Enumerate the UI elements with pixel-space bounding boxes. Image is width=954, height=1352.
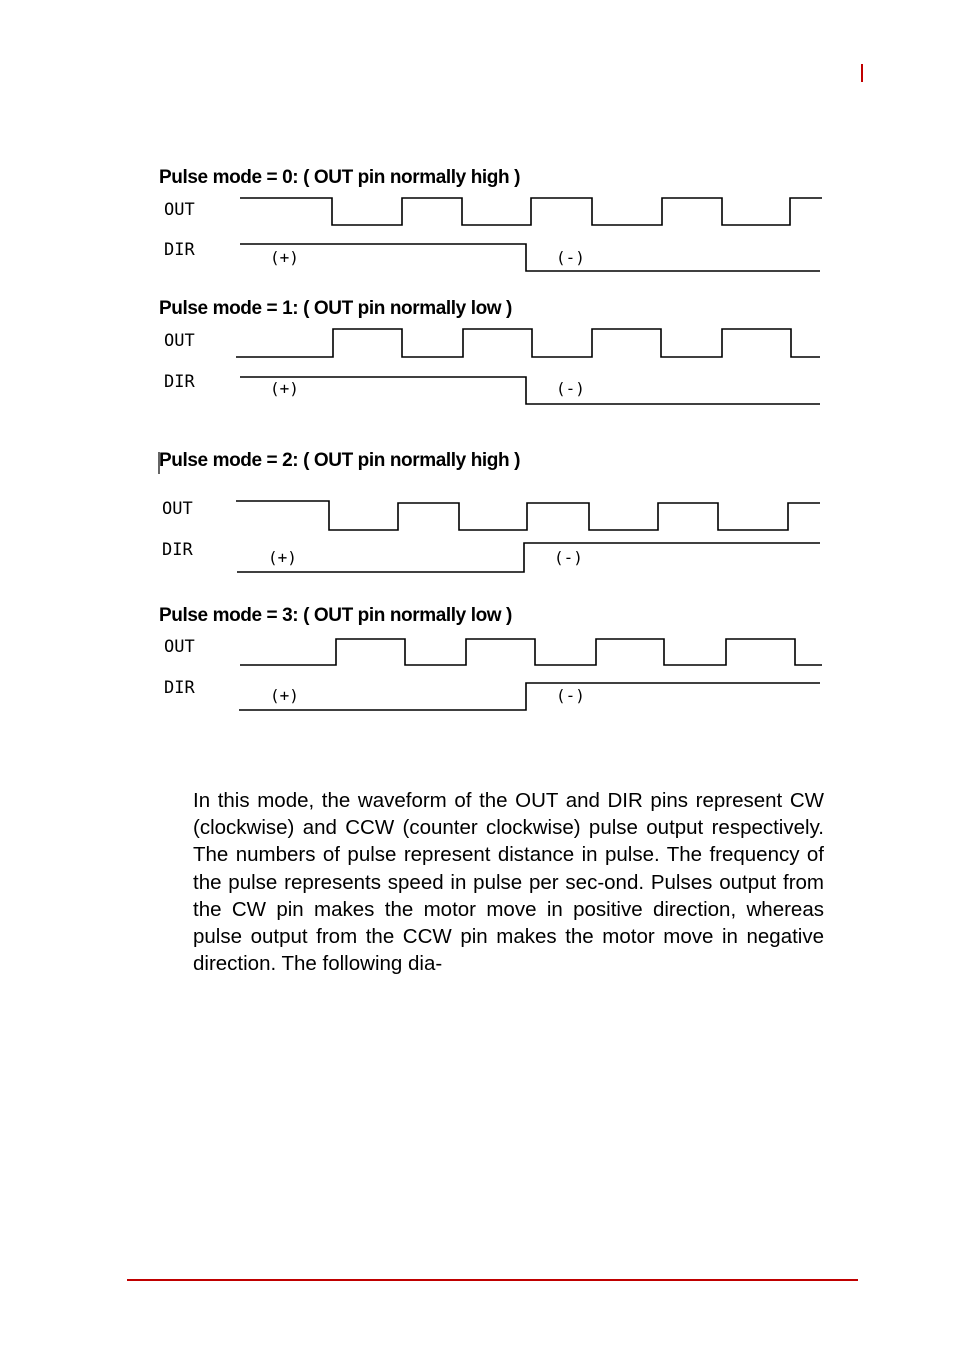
mode0-title: Pulse mode = 0: ( OUT pin normally high )	[159, 167, 521, 188]
mode2-dir-negative: (-)	[554, 548, 583, 567]
mode1-out-label: OUT	[164, 331, 195, 351]
mode0-dir-label: DIR	[164, 240, 195, 260]
mode3-dir-label: DIR	[164, 678, 195, 698]
footer-rule	[127, 1279, 858, 1281]
mode1-title: Pulse mode = 1: ( OUT pin normally low )	[159, 298, 512, 319]
mode3-title: Pulse mode = 3: ( OUT pin normally low )	[159, 605, 512, 626]
mode0-dir-positive: (+)	[270, 248, 299, 267]
mode0-dir-waveform	[240, 244, 820, 271]
mode2-title: Pulse mode = 2: ( OUT pin normally high )	[159, 450, 521, 471]
mode0-out-waveform	[240, 198, 822, 225]
mode2-dir-waveform	[237, 543, 820, 572]
mode0-dir-negative: (-)	[556, 248, 585, 267]
mode1-dir-negative: (-)	[556, 379, 585, 398]
mode1-dir-label: DIR	[164, 372, 195, 392]
mode3-dir-waveform	[239, 683, 820, 710]
body-paragraph: In this mode, the waveform of the OUT and DIR pins represent CW (clockwise) and CCW (counter clockwise) pulse output respectively. The numbers of pulse represent distance in pulse. The frequency of the pulse represents speed in pulse per sec-ond. Pulses output from the CW pin makes the motor move in positive direction, whereas pulse output from the CCW pin makes the motor move in negative direction. The following dia-	[193, 789, 824, 976]
mode1-dir-waveform	[240, 377, 820, 404]
mode3-out-label: OUT	[164, 637, 195, 657]
mode2-out-label: OUT	[162, 499, 193, 519]
mode0-out-label: OUT	[164, 200, 195, 220]
mode2-out-waveform	[236, 501, 820, 530]
mode2-dir-positive: (+)	[268, 548, 297, 567]
mode3-dir-negative: (-)	[556, 686, 585, 705]
mode2-dir-label: DIR	[162, 540, 193, 560]
mode1-out-waveform	[236, 329, 820, 357]
mode1-dir-positive: (+)	[270, 379, 299, 398]
mode3-dir-positive: (+)	[270, 686, 299, 705]
mode3-out-waveform	[240, 639, 822, 665]
